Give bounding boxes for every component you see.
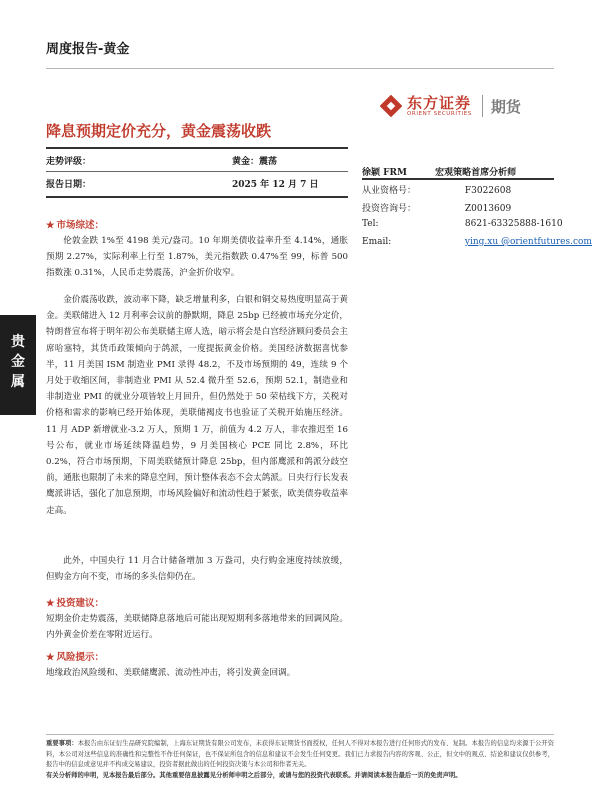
risk-p1: 地缘政治风险缓和、美联储鹰派、流动性冲击，将引发黄金回调。 <box>46 668 296 678</box>
consult-value: Z0013609 <box>464 204 512 214</box>
analyst-name: 徐颖 FRM <box>362 168 407 178</box>
cert-row <box>362 183 511 196</box>
advice-p1: 短期金价走势震荡，美联储降息落地后可能出现短期利多落地带来的回调风险。内外黄金价差在零附近运行。 <box>46 614 348 641</box>
market-review-p1: 伦敦金跌 1%至 4198 美元/盎司。10 年期美债收益率升至 4.14%，通胀预期 2.27%，实际利率上行至 1.87%，美元指数跌 0.47%至 99，标普 500 指数涨 0.31%，人民币走势震荡，沪金折价收窄。 <box>46 236 348 279</box>
consult-row <box>362 201 511 214</box>
logo-company-en: ORIENT SECURITIES <box>407 111 472 117</box>
star-icon: ★ <box>46 220 55 231</box>
risk-heading: ★ 风险提示： <box>46 652 105 663</box>
email-row <box>362 237 592 247</box>
market-review-heading: ★ 市场综述： <box>46 220 105 231</box>
logo-division: 期货 <box>490 97 521 116</box>
rating-value: 黄金：震荡 <box>232 157 278 167</box>
header-divider <box>46 68 554 69</box>
meta-bottom-rule <box>46 196 348 198</box>
disclaimer-text: 本报告由东证衍生品研究院编制，上海东证期货有限公司发布，未获得东证期货书面授权，任何人不得对本报告进行任何形式的发布、复制。本报告的信息均来源于公开资料，本公司对这些信息的准确性和完整性不作任何保证，也不保证所包含的信息和建议不会发生任何变更。我们已力求报告内容的客观、公正，但文中的观点、结论和建议仅供参考，报告中的信息或意见并不构成交易建议，投资者据此做出的任何投资决策与本公司和作者无关。 <box>46 740 555 768</box>
market-review-p2: 金价震荡收跌，波动率下降，缺乏增量利多，白银和铜交易热度明显高于黄金。美联储进入 12 月利率会议前的静默期，降息 25bp 已经被市场充分定价，特朗普宣布将于明年初公布美联储主席人选，暗示将会是白宫经济顾问委员会主席哈塞特，其货币政策倾向于鸽派，一度提振黄金价格。美国经济数据喜忧参半，11 月美国 ISM 制造业 PMI 录得 48.2，不及市场预期的 49，连续 9 个月处于收缩区间，非制造业 PMI 从 52.4 微升至 52.6，预期 52.1，制造业和非制造业 PMI 的就业分项皆较上月回升，但仍然处于 50 荣枯线下方，关税对价格和需求的影响已经开始体现，美联储褐皮书也验证了关税开始施压经济。11 月 ADP 新增就业-3.2 万人，预期 1 万，前值为 4.2 万人，非农推迟至 16 号公布，就业市场延续降温趋势，9 月美国核心 PCE 同比 2.8%，环比 0.2%，符合市场预期，下周美联储预计降息 25bp，但内部鹰派和鸽派分歧空前，通胀也限制了未来的降息空间，预计整体表态不会太鸽派。日央行行长发表鹰派讲话，强化了加息预期，市场风险偏好和流动性趋于紧张，欧美债券收益率走高。 <box>46 295 348 516</box>
meta-mid-rule <box>46 171 348 172</box>
disclaimer-label: 重要事项： <box>46 740 78 747</box>
email-link[interactable]: ying.xu @orientfutures.com <box>464 237 592 247</box>
analyst-title: 宏观策略首席分析师 <box>435 168 517 178</box>
analyst-name-row <box>362 165 552 178</box>
disclaimer-divider <box>46 734 554 735</box>
cert-value: F3022608 <box>464 186 512 196</box>
consult-label: 投资咨询号： <box>362 204 417 214</box>
star-icon: ★ <box>46 652 55 663</box>
tel-row <box>362 219 563 229</box>
date-value: 2025 年 12 月 7 日 <box>232 180 319 190</box>
date-label: 报告日期： <box>46 180 92 190</box>
analyst-rule <box>362 178 554 180</box>
page-title: 降息预期定价充分，黄金震荡收跌 <box>46 122 272 140</box>
meta-top-rule <box>46 147 348 149</box>
company-logo <box>380 95 521 117</box>
star-icon: ★ <box>46 598 55 609</box>
market-review-p3: 此外，中国央行 11 月合计储备增加 3 万盎司，央行购金速度持续放缓，但购金方向不变，市场的多头信仰仍在。 <box>46 556 348 583</box>
email-label: Email: <box>362 237 392 247</box>
tel-value: 8621-63325888-1610 <box>464 219 563 229</box>
cert-label: 从业资格号： <box>362 186 417 196</box>
tel-label: Tel: <box>362 219 379 229</box>
advice-heading: ★ 投资建议： <box>46 598 105 609</box>
orient-logo-icon <box>380 95 402 117</box>
disclaimer-footer: 有关分析师的申明，见本报告最后部分。其他重要信息披露见分析师申明之后部分，或请与您的投资代表联系。并请阅读本报告最后一页的免责声明。 <box>46 771 462 779</box>
logo-separator <box>482 95 483 117</box>
disclaimer <box>46 739 554 781</box>
logo-company-cn: 东方证券 <box>407 94 472 112</box>
side-tab-label: 贵金属 <box>11 334 25 390</box>
report-type-header: 周度报告-黄金 <box>46 42 130 57</box>
rating-label: 走势评级： <box>46 157 92 167</box>
